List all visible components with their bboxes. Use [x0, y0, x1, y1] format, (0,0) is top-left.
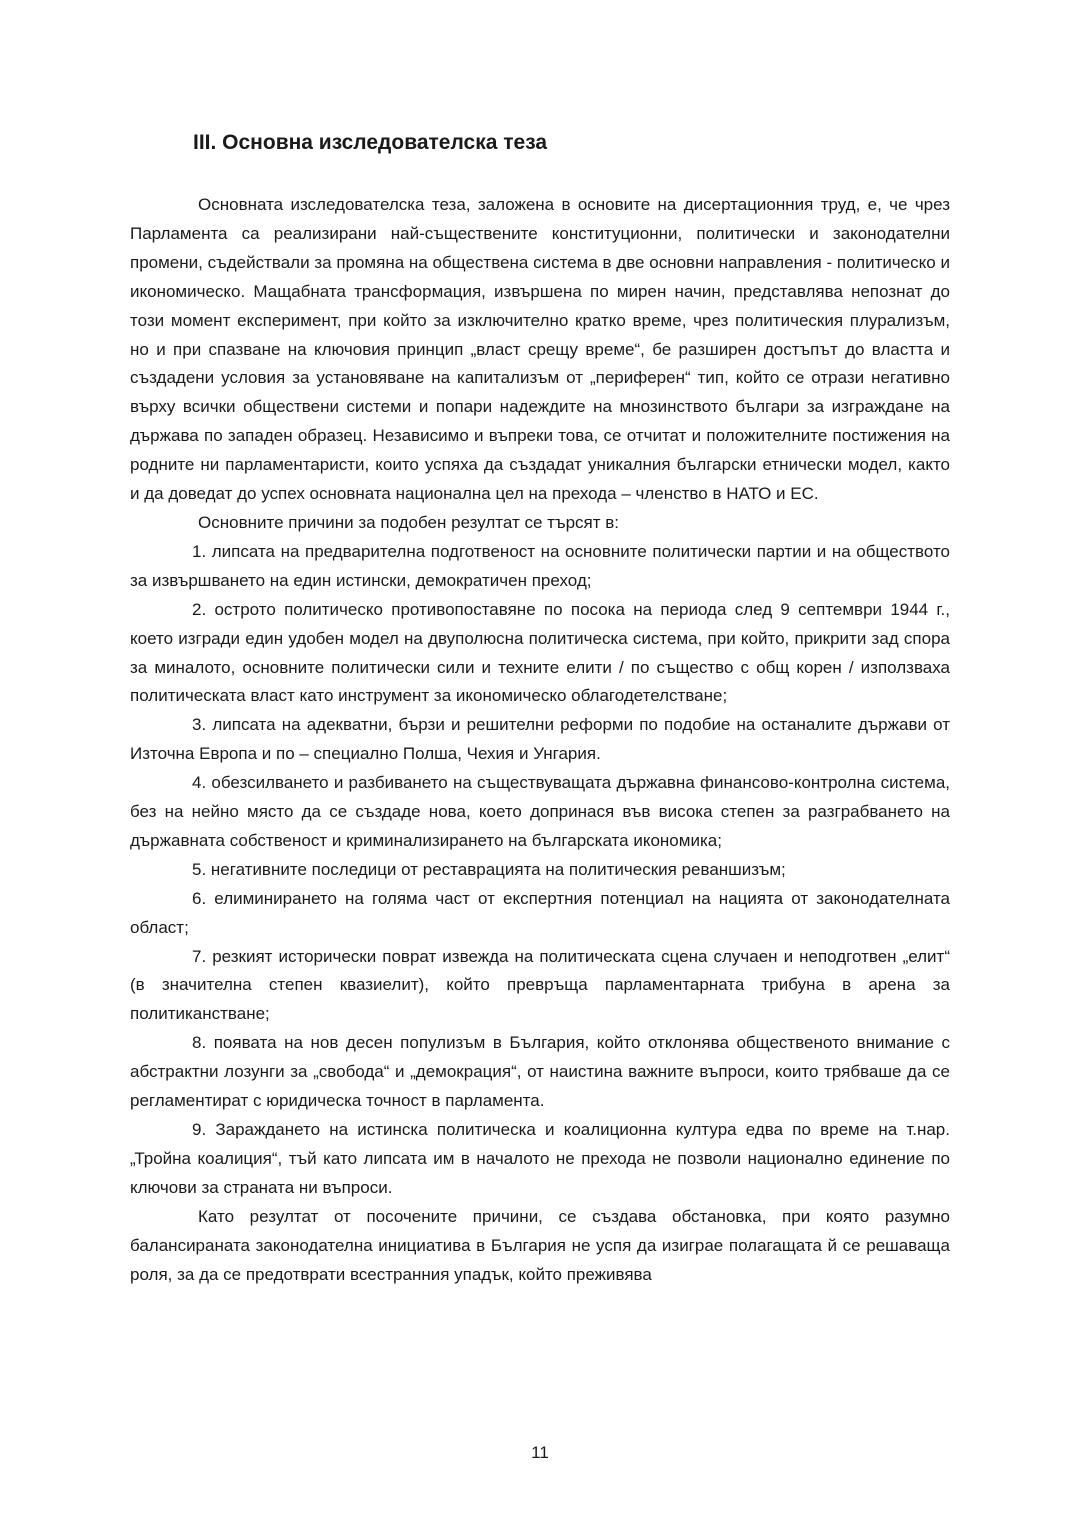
result-paragraph: Като резултат от посочените причини, се създава обстановка, при която разумно балансираната законодателна инициатива в България не успя да изиграе полагащата й се решаваща роля, за да се предотврати всестранния упадък, който преживява	[130, 1206, 950, 1284]
cause-item-3: 3. липсата на адекватни, бързи и решителни реформи по подобие на останалите държави от Източна Европа и по – специално Полша, Чехия и Унгария.	[130, 715, 950, 764]
cause-item-5: 5. негативните последици от реставрацията на политическия реваншизъм;	[192, 859, 786, 879]
cause-item-6: 6. елиминирането на голяма част от експертния потенциал на нацията от законодателната област;	[130, 888, 950, 937]
cause-item-4: 4. обезсилването и разбиването на съществуващата държавна финансово-контролна система, без на нейно място да се създаде нова, което допринася във висока степен за разграбването на държавната собственост и криминализирането на българската икономика;	[130, 773, 950, 850]
cause-item-2: 2. острото политическо противопоставяне по посока на периода след 9 септември 1944 г., което изгради един удобен модел на двуполюсна политическа система, при който, прикрити зад спора за миналото, основните политически сили и техните елити / по същество с общ корен / използваха политическата власт като инструмент за икономическо облагодетелстване;	[130, 599, 950, 706]
body-text	[130, 191, 950, 1289]
section-heading: III. Основна изследователска теза	[193, 131, 548, 154]
cause-item-7: 7. резкият исторически поврат извежда на политическата сцена случаен и неподготвен „елит“ (в значителна степен квазиелит), който превръща парламентарната трибуна в арена за политиканстване;	[130, 946, 950, 1024]
cause-item-1: 1. липсата на предварителна подготвеност на основните политически партии и на обществото за извършването на един истински, демократичен преход;	[130, 541, 950, 590]
causes-intro: Основните причини за подобен резултат се търсят в:	[198, 512, 619, 532]
page-number: 11	[531, 1443, 549, 1462]
cause-item-9: 9. Зараждането на истинска политическа и коалиционна култура едва по време на т.нар. „Тройна коалиция“, тъй като липсата им в началото не прехода не позволи национално единение по ключови за страната ни въпроси.	[130, 1120, 950, 1197]
thesis-paragraph: Основната изследователска теза, заложена в основите на дисертационния труд, е, че чрез Парламента са реализирани най-съществените конституционни, политически и законодателни промени, съдействали за промяна на обществена система в две основни направления - политическо и икономическо. Мащабната трансформация, извършена по мирен начин, представлява непознат до този момент експеримент, при който за изключително кратко време, чрез политическия плурализъм, но и при спазване на ключовия принцип „власт срещу време“, бе разширен достъпът до властта и създадени условия за установяване на капитализъм от „периферен“ тип, който се отрази негативно върху всички обществени системи и попари надеждите на мнозинството българи за изграждане на държава по западен образец. Независимо и въпреки това, се отчитат и положителните постижения на родните ни парламентаристи, които успяха да създадат уникалния български етнически модел, както и да доведат до успех основната национална цел на прехода – членство в НАТО и ЕС.	[130, 195, 950, 504]
cause-item-8: 8. появата на нов десен популизъм в България, който отклонява общественото внимание с абстрактни лозунги за „свобода“ и „демокрация“, от наистина важните въпроси, които трябваше да се регламентират с юридическа точност в парламента.	[130, 1033, 950, 1111]
